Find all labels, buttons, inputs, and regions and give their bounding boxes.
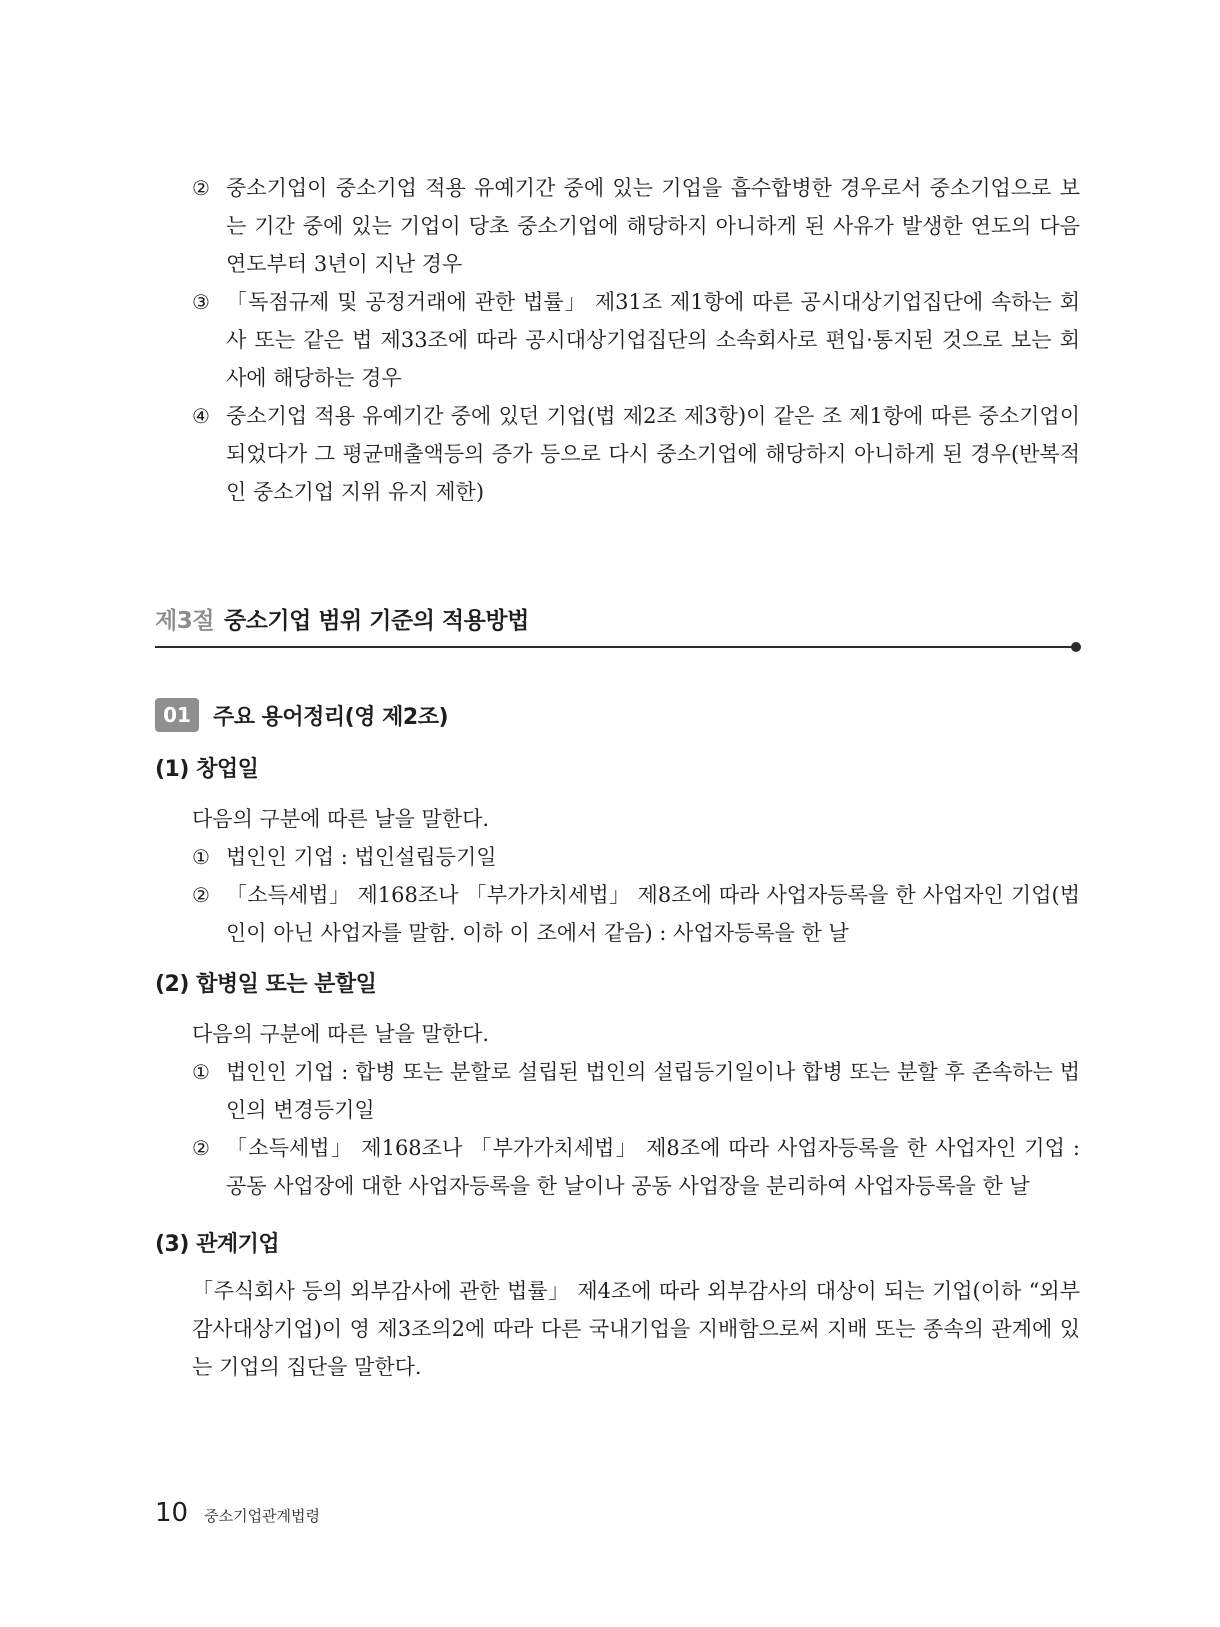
term-heading: (2) 합병일 또는 분할일 <box>155 972 377 997</box>
item-text: 「소득세법」 제168조나 「부가가치세법」 제8조에 따라 사업자등록을 한 사업자인 기업 : 공동 사업장에 대한 사업자등록을 한 날이나 공동 사업장을 분리하여 사업자등록을 한 날 <box>226 1136 1080 1198</box>
item-text: 중소기업이 중소기업 적용 유예기간 중에 있는 기업을 흡수합병한 경우로서 중소기업으로 보는 기간 중에 있는 기업이 당초 중소기업에 해당하지 아니하게 된 사유가 발생한 연도의 다음 연도부터 3년이 지난 경우 <box>226 176 1080 276</box>
item-text: 법인인 기업 : 법인설립등기일 <box>226 845 497 869</box>
item-text: 「독점규제 및 공정거래에 관한 법률」 제31조 제1항에 따른 공시대상기업집단에 속하는 회사 또는 같은 법 제33조에 따라 공시대상기업집단의 소속회사로 편입·통지된 것으로 보는 회사에 해당하는 경우 <box>226 290 1080 390</box>
section-label: 제3절 <box>155 608 214 634</box>
subsection-header <box>155 698 448 732</box>
item-marker: ④ <box>192 404 210 428</box>
list-item <box>192 838 1080 876</box>
term-intro: 다음의 구분에 따른 날을 말한다. <box>192 1022 490 1046</box>
item-marker: ② <box>192 883 210 907</box>
section-divider <box>155 646 1077 648</box>
term-intro: 다음의 구분에 따른 날을 말한다. <box>192 807 490 831</box>
page-number: 10 <box>155 1498 189 1528</box>
section-title-text: 중소기업 범위 기준의 적용방법 <box>223 608 529 634</box>
list-item <box>192 397 1080 511</box>
item-marker: ① <box>192 1060 210 1084</box>
list-item <box>192 1053 1080 1129</box>
page-footer <box>155 1498 320 1528</box>
subsection-title: 주요 용어정리(영 제2조) <box>213 704 449 730</box>
item-marker: ③ <box>192 290 210 314</box>
section-header <box>155 604 1077 648</box>
list-item <box>192 283 1080 397</box>
term-heading: (3) 관계기업 <box>155 1232 280 1257</box>
subsection-number-badge: 01 <box>155 698 199 732</box>
divider-dot <box>1071 642 1081 652</box>
term-paragraph: 「주식회사 등의 외부감사에 관한 법률」 제4조에 따라 외부감사의 대상이 되는 기업(이하 “외부감사대상기업)이 영 제3조의2에 따라 다른 국내기업을 지배함으로써 지배 또는 종속의 관계에 있는 기업의 집단을 말한다. <box>192 1279 1080 1379</box>
book-title: 중소기업관계법령 <box>204 1507 321 1525</box>
item-marker: ② <box>192 1136 210 1160</box>
item-text: 「소득세법」 제168조나 「부가가치세법」 제8조에 따라 사업자등록을 한 사업자인 기업(법인이 아닌 사업자를 말함. 이하 이 조에서 같음) : 사업자등록을 한 날 <box>226 883 1080 945</box>
item-text: 중소기업 적용 유예기간 중에 있던 기업(법 제2조 제3항)이 같은 조 제1항에 따른 중소기업이 되었다가 그 평균매출액등의 증가 등으로 다시 중소기업에 해당하지 아니하게 된 경우(반복적인 중소기업 지위 유지 제한) <box>226 404 1080 504</box>
term-heading: (1) 창업일 <box>155 757 259 782</box>
list-item <box>192 169 1080 283</box>
item-text: 법인인 기업 : 합병 또는 분할로 설립된 법인의 설립등기일이나 합병 또는 분할 후 존속하는 법인의 변경등기일 <box>226 1060 1080 1122</box>
list-item <box>192 1129 1080 1205</box>
list-item <box>192 876 1080 952</box>
term-item-list <box>192 1053 1080 1205</box>
term-item-list <box>192 838 1080 952</box>
item-marker: ① <box>192 845 210 869</box>
item-marker: ② <box>192 176 210 200</box>
continuation-list <box>192 169 1080 511</box>
section-title <box>155 604 1077 638</box>
